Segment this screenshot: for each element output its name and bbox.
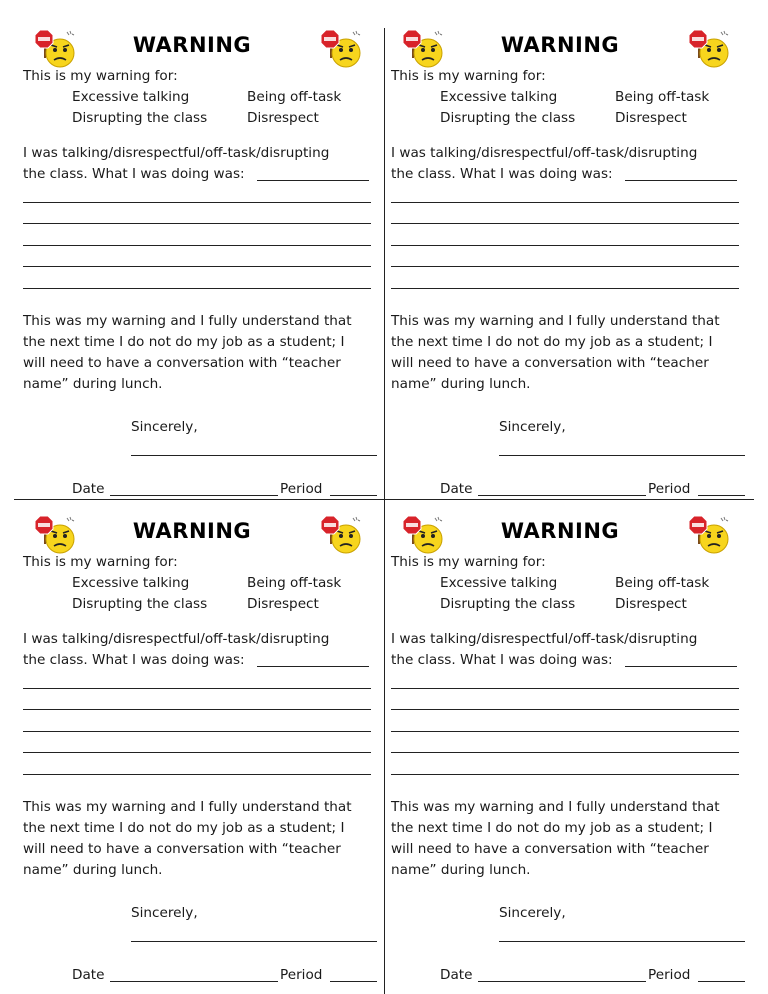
explain-blank-line <box>23 688 371 689</box>
card-title: WARNING <box>500 519 620 543</box>
ack-line-4: name” during lunch. <box>23 862 163 878</box>
option-excessive-talking: Excessive talking <box>72 575 190 591</box>
angry-face-stop-sign-icon <box>688 28 730 70</box>
explain-blank-line <box>625 180 737 181</box>
explain-blank-line <box>391 288 739 289</box>
ack-line-1: This was my warning and I fully understand that <box>391 799 720 815</box>
date-label: Date <box>440 481 473 497</box>
period-label: Period <box>648 967 691 983</box>
explain-line-1: I was talking/disrespectful/off-task/disrupting <box>391 145 698 161</box>
explain-blank-line <box>23 709 371 710</box>
period-line <box>698 981 745 982</box>
period-label: Period <box>280 481 323 497</box>
ack-line-4: name” during lunch. <box>391 862 531 878</box>
ack-line-2: the next time I do not do my job as a student; I <box>23 820 345 836</box>
warning-card <box>0 0 384 497</box>
option-disrupting-class: Disrupting the class <box>72 596 208 612</box>
option-disrespect: Disrespect <box>247 110 319 126</box>
explain-line-2: the class. What I was doing was: <box>23 652 245 668</box>
explain-blank-line <box>23 731 371 732</box>
date-label: Date <box>72 967 105 983</box>
ack-line-2: the next time I do not do my job as a student; I <box>391 334 713 350</box>
explain-blank-line <box>625 666 737 667</box>
closing-text: Sincerely, <box>131 419 198 435</box>
intro-text: This is my warning for: <box>23 554 178 570</box>
card-title: WARNING <box>132 33 252 57</box>
option-being-off-task: Being off-task <box>615 575 710 591</box>
explain-blank-line <box>391 731 739 732</box>
explain-blank-line <box>23 288 371 289</box>
angry-face-stop-sign-icon <box>320 514 362 556</box>
explain-blank-line <box>23 245 371 246</box>
ack-line-3: will need to have a conversation with “teacher <box>391 355 709 371</box>
option-disrupting-class: Disrupting the class <box>72 110 208 126</box>
ack-line-1: This was my warning and I fully understand that <box>23 313 352 329</box>
option-disrespect: Disrespect <box>247 596 319 612</box>
explain-line-2: the class. What I was doing was: <box>23 166 245 182</box>
explain-blank-line <box>23 202 371 203</box>
option-disrupting-class: Disrupting the class <box>440 596 576 612</box>
explain-line-2: the class. What I was doing was: <box>391 652 613 668</box>
angry-face-stop-sign-icon <box>320 28 362 70</box>
horizontal-cut-line <box>14 499 754 500</box>
warning-card <box>0 486 384 983</box>
explain-blank-line <box>23 774 371 775</box>
signature-line <box>499 455 745 456</box>
explain-blank-line <box>391 245 739 246</box>
ack-line-3: will need to have a conversation with “teacher <box>391 841 709 857</box>
date-label: Date <box>440 967 473 983</box>
ack-line-4: name” during lunch. <box>23 376 163 392</box>
date-line <box>478 981 646 982</box>
closing-text: Sincerely, <box>131 905 198 921</box>
explain-blank-line <box>391 688 739 689</box>
date-label: Date <box>72 481 105 497</box>
ack-line-2: the next time I do not do my job as a student; I <box>391 820 713 836</box>
explain-blank-line <box>23 752 371 753</box>
explain-blank-line <box>391 266 739 267</box>
option-being-off-task: Being off-task <box>247 575 342 591</box>
intro-text: This is my warning for: <box>391 554 546 570</box>
closing-text: Sincerely, <box>499 905 566 921</box>
explain-line-1: I was talking/disrespectful/off-task/disrupting <box>23 631 330 647</box>
signature-line <box>131 455 377 456</box>
warning-card <box>368 486 752 983</box>
explain-line-1: I was talking/disrespectful/off-task/disrupting <box>391 631 698 647</box>
ack-line-1: This was my warning and I fully understand that <box>391 313 720 329</box>
ack-line-2: the next time I do not do my job as a student; I <box>23 334 345 350</box>
intro-text: This is my warning for: <box>23 68 178 84</box>
signature-line <box>131 941 377 942</box>
ack-line-3: will need to have a conversation with “teacher <box>23 355 341 371</box>
explain-blank-line <box>391 202 739 203</box>
explain-blank-line <box>257 180 369 181</box>
warning-card <box>368 0 752 497</box>
intro-text: This is my warning for: <box>391 68 546 84</box>
explain-blank-line <box>391 752 739 753</box>
explain-line-1: I was talking/disrespectful/off-task/disrupting <box>23 145 330 161</box>
option-excessive-talking: Excessive talking <box>440 575 558 591</box>
card-title: WARNING <box>132 519 252 543</box>
period-label: Period <box>648 481 691 497</box>
option-excessive-talking: Excessive talking <box>440 89 558 105</box>
option-excessive-talking: Excessive talking <box>72 89 190 105</box>
ack-line-1: This was my warning and I fully understand that <box>23 799 352 815</box>
option-being-off-task: Being off-task <box>615 89 710 105</box>
signature-line <box>499 941 745 942</box>
option-being-off-task: Being off-task <box>247 89 342 105</box>
card-title: WARNING <box>500 33 620 57</box>
explain-blank-line <box>23 266 371 267</box>
date-line <box>110 981 278 982</box>
vertical-cut-line <box>384 28 385 994</box>
option-disrespect: Disrespect <box>615 110 687 126</box>
option-disrespect: Disrespect <box>615 596 687 612</box>
explain-blank-line <box>391 774 739 775</box>
ack-line-4: name” during lunch. <box>391 376 531 392</box>
option-disrupting-class: Disrupting the class <box>440 110 576 126</box>
ack-line-3: will need to have a conversation with “teacher <box>23 841 341 857</box>
angry-face-stop-sign-icon <box>688 514 730 556</box>
explain-line-2: the class. What I was doing was: <box>391 166 613 182</box>
explain-blank-line <box>391 223 739 224</box>
explain-blank-line <box>257 666 369 667</box>
closing-text: Sincerely, <box>499 419 566 435</box>
explain-blank-line <box>391 709 739 710</box>
period-label: Period <box>280 967 323 983</box>
explain-blank-line <box>23 223 371 224</box>
